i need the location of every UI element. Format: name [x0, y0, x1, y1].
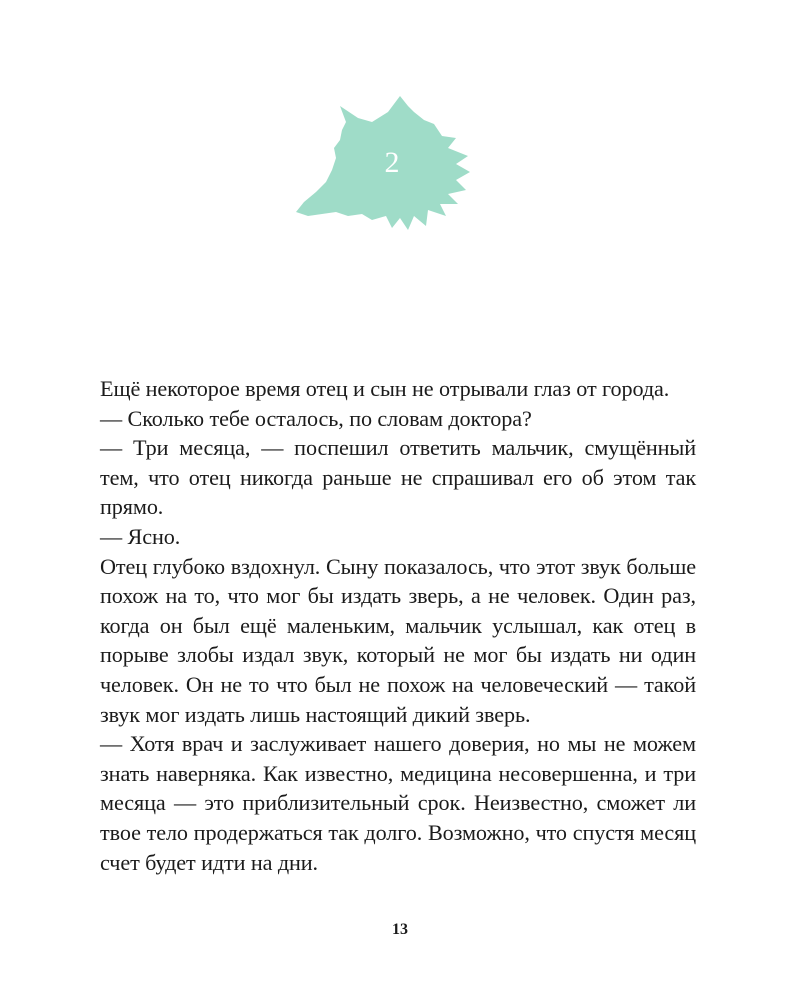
paragraph: — Хотя врач и заслуживает нашего доверия, но мы не можем знать наверняка. Как известно, медицина несовершенна, и три месяца — это приблизительный срок. Неизвестно, сможет ли твое тело продержаться так долго. Возможно, что спустя месяц счет будет идти на дни. — [100, 731, 696, 875]
paragraph: — Сколько тебе осталось, по словам доктора? — [100, 405, 532, 431]
paragraph: Отец глубоко вздохнул. Сыну показалось, что этот звук больше похож на то, что мог бы издать зверь, а не человек. Один раз, когда он был ещё маленьким, мальчик услышал, как отец в порыве злобы издал звук, который не мог бы издать ни один человек. Он не то что был не похож на человеческий — такой звук мог издать лишь настоящий дикий зверь. — [100, 553, 696, 727]
paragraph: — Ясно. — [100, 523, 181, 549]
body-text — [100, 374, 696, 877]
chapter-number: 2 — [384, 146, 400, 179]
paragraph: Ещё некоторое время отец и сын не отрывали глаз от города. — [100, 376, 670, 401]
paragraph: — Три месяца, — поспешил ответить мальчик, смущённый тем, что отец никогда раньше не спрашивал его об этом так прямо. — [100, 435, 696, 520]
page-number: 13 — [392, 921, 408, 938]
